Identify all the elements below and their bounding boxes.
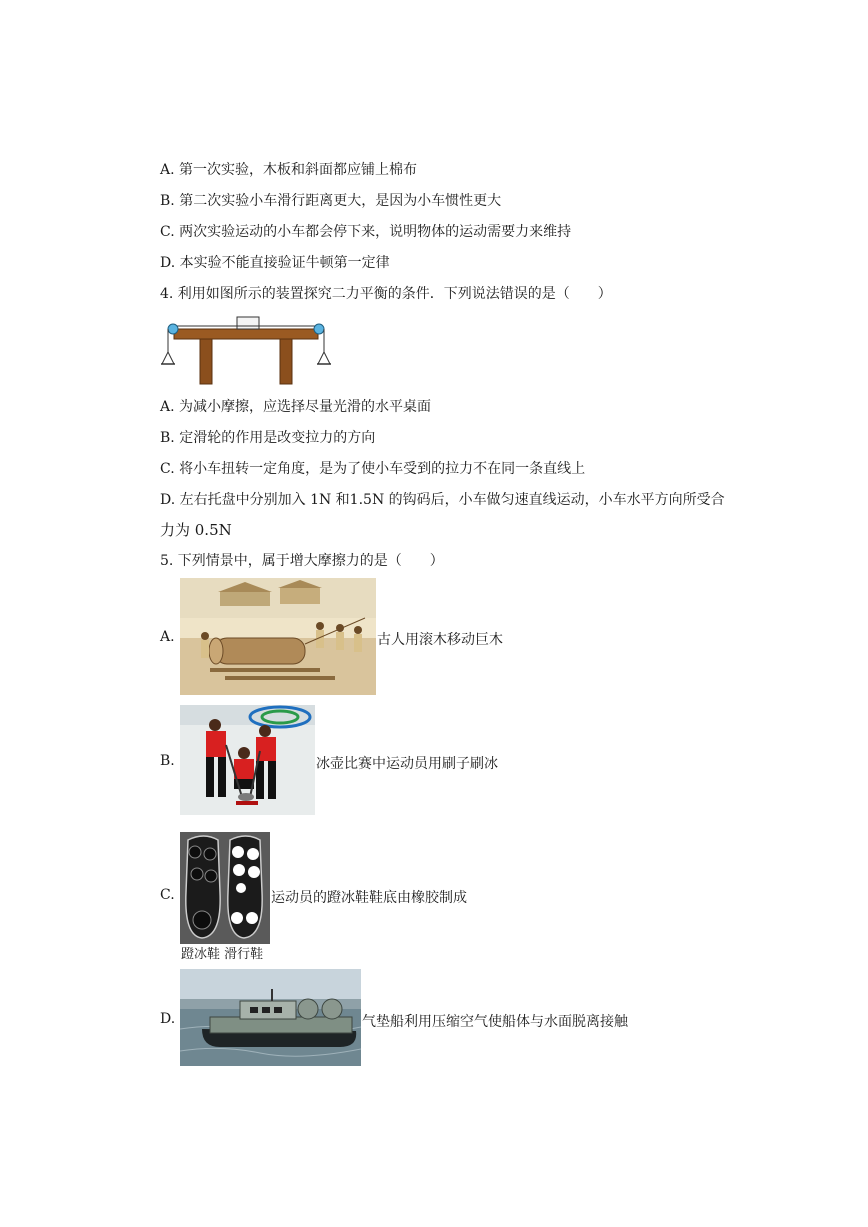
q4-option-d-continued: 力为 0.5N: [160, 521, 232, 539]
hovercraft-image: [180, 969, 361, 1066]
q3-option-a: A. 第一次实验，木板和斜面都应铺上棉布: [160, 162, 418, 178]
q5-stem: 5. 下列情景中，属于增大摩擦力的是（ ）: [160, 553, 444, 569]
q5-option-b-letter: B.: [160, 753, 175, 769]
q4-option-a: A. 为减小摩擦，应选择尽量光滑的水平桌面: [160, 399, 432, 415]
q5-option-b-caption: 冰壶比赛中运动员用刷子刷冰: [316, 756, 498, 772]
q3-option-c: C. 两次实验运动的小车都会停下来，说明物体的运动需要力来维持: [160, 224, 572, 240]
q4-stem: 4. 利用如图所示的装置探究二力平衡的条件．下列说法错误的是（ ）: [160, 286, 612, 302]
q5-option-c-sub-caption: 蹬冰鞋 滑行鞋: [181, 947, 264, 962]
skate-shoe-soles-image: [180, 832, 270, 944]
q5-option-d-letter: D.: [160, 1011, 176, 1027]
q5-option-d-caption: 气垫船利用压缩空气使船体与水面脱离接触: [362, 1014, 628, 1030]
q3-option-b: B. 第二次实验小车滑行距离更大，是因为小车惯性更大: [160, 193, 502, 209]
q5-option-c-letter: C.: [160, 887, 175, 903]
curling-sweeping-image: [180, 705, 315, 815]
ancient-log-rolling-image: [180, 578, 376, 695]
q4-option-c: C. 将小车扭转一定角度，是为了使小车受到的拉力不在同一条直线上: [160, 461, 586, 477]
two-force-balance-apparatus-figure: [160, 312, 332, 386]
q4-option-d: D. 左右托盘中分别加入 1N 和1.5N 的钩码后，小车做匀速直线运动，小车水平方向所受合: [160, 492, 725, 508]
q5-option-c-caption: 运动员的蹬冰鞋鞋底由橡胶制成: [271, 890, 467, 906]
q4-option-b: B. 定滑轮的作用是改变拉力的方向: [160, 430, 376, 446]
q5-option-a-letter: A.: [160, 629, 175, 645]
q3-option-d: D. 本实验不能直接验证牛顿第一定律: [160, 255, 390, 271]
q5-option-a-caption: 古人用滚木移动巨木: [377, 632, 503, 648]
